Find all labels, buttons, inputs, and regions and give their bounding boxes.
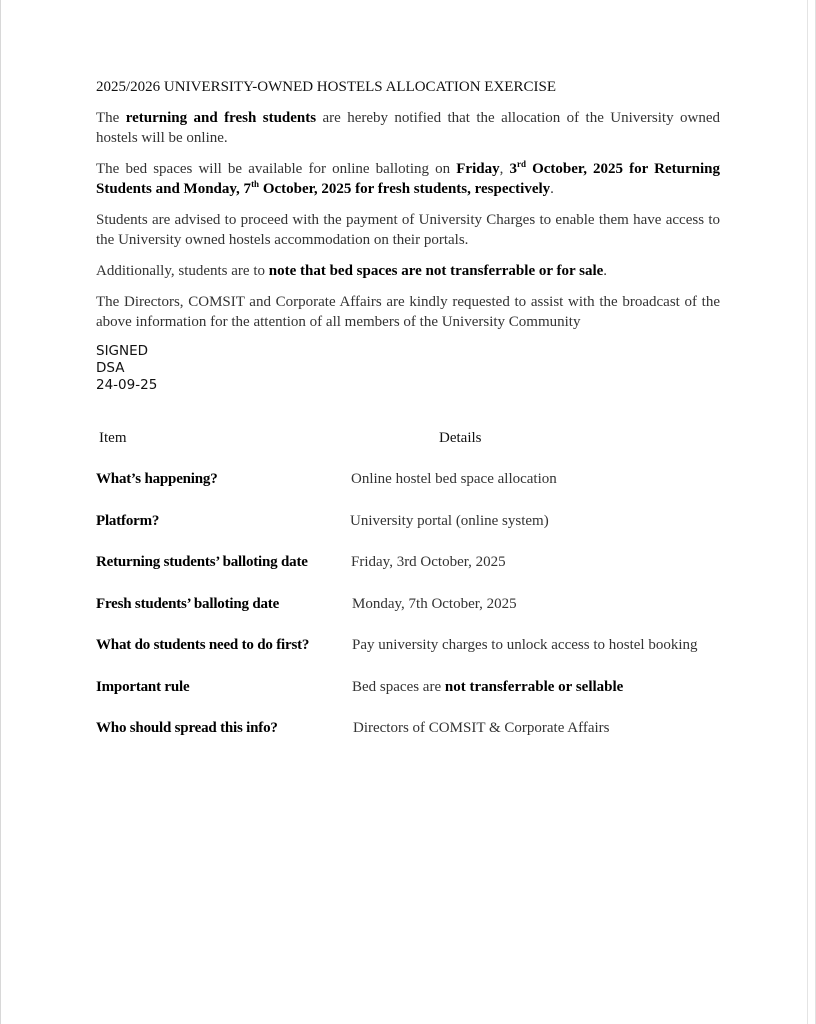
signature-author: DSA [96, 360, 125, 376]
row-detail [352, 679, 623, 696]
page-edge-left [0, 0, 1, 1024]
row-detail: Friday, 3rd October, 2025 [351, 554, 506, 570]
document-title: 2025/2026 UNIVERSITY-OWNED HOSTELS ALLOCATION EXERCISE [96, 79, 556, 95]
text: Additionally, students are to [96, 263, 269, 279]
header-item: Item [99, 430, 127, 446]
signature-block [96, 343, 720, 394]
notice-document [96, 78, 720, 394]
summary-table [96, 430, 736, 762]
table-row [96, 554, 736, 596]
table-row [96, 720, 736, 762]
bold-text: Friday [456, 161, 500, 177]
table-row [96, 513, 736, 555]
row-item: Who should spread this info? [96, 720, 278, 736]
text: 3 [509, 161, 517, 177]
text: are hereby notified that the allocation of the University owned hostels will be online. [96, 110, 720, 146]
row-detail: Directors of COMSIT & Corporate Affairs [353, 720, 610, 736]
table-body [96, 471, 736, 762]
bold-text: returning and fresh students [125, 110, 317, 126]
row-detail: Online hostel bed space allocation [351, 471, 557, 487]
text: The [96, 110, 126, 126]
bold-text: not transferrable or sellable [444, 678, 624, 695]
row-item: Returning students’ balloting date [96, 554, 308, 570]
table-row [96, 596, 736, 638]
row-detail: Monday, 7th October, 2025 [352, 595, 517, 612]
text: . [603, 263, 608, 279]
ordinal-suffix: th [251, 179, 260, 189]
signature-date: 24-09-25 [96, 377, 158, 393]
text: October, 2025 for fresh students, respectively [259, 181, 551, 197]
text: October, 2025 for Returning Students and Monday, 7 [96, 161, 721, 197]
text: Bed spaces are [352, 678, 445, 695]
paragraph-broadcast: The Directors, COMSIT and Corporate Affairs are kindly requested to assist with the broadcast of the above information for the attention of all members of the University Community [96, 294, 720, 330]
header-details: Details [439, 430, 482, 446]
row-detail: Pay university charges to unlock access to hostel booking [352, 637, 698, 653]
ordinal-suffix: rd [516, 159, 526, 169]
row-item: Fresh students’ balloting date [96, 595, 280, 612]
row-item: Important rule [96, 678, 190, 695]
row-item: What do students need to do first? [96, 637, 310, 653]
row-item: Platform? [96, 512, 160, 529]
bold-text: note that bed spaces are not transferrable or for sale [268, 263, 604, 279]
paragraph-rule [96, 261, 720, 281]
text: The bed spaces will be available for online balloting on [96, 161, 457, 177]
table-header [96, 430, 736, 450]
table-row [96, 679, 736, 721]
text: , [499, 161, 510, 177]
signature-signed: SIGNED [96, 343, 149, 359]
paragraph-dates [96, 159, 720, 199]
row-item: What’s happening? [96, 471, 218, 487]
row-detail: University portal (online system) [350, 512, 549, 529]
table-row [96, 637, 736, 679]
paragraph-notification [96, 108, 720, 148]
table-row [96, 471, 736, 513]
page-edge-right [807, 0, 808, 1024]
text: . [550, 181, 554, 197]
paragraph-payment: Students are advised to proceed with the payment of University Charges to enable them have access to the University owned hostels accommodation on their portals. [96, 212, 720, 248]
